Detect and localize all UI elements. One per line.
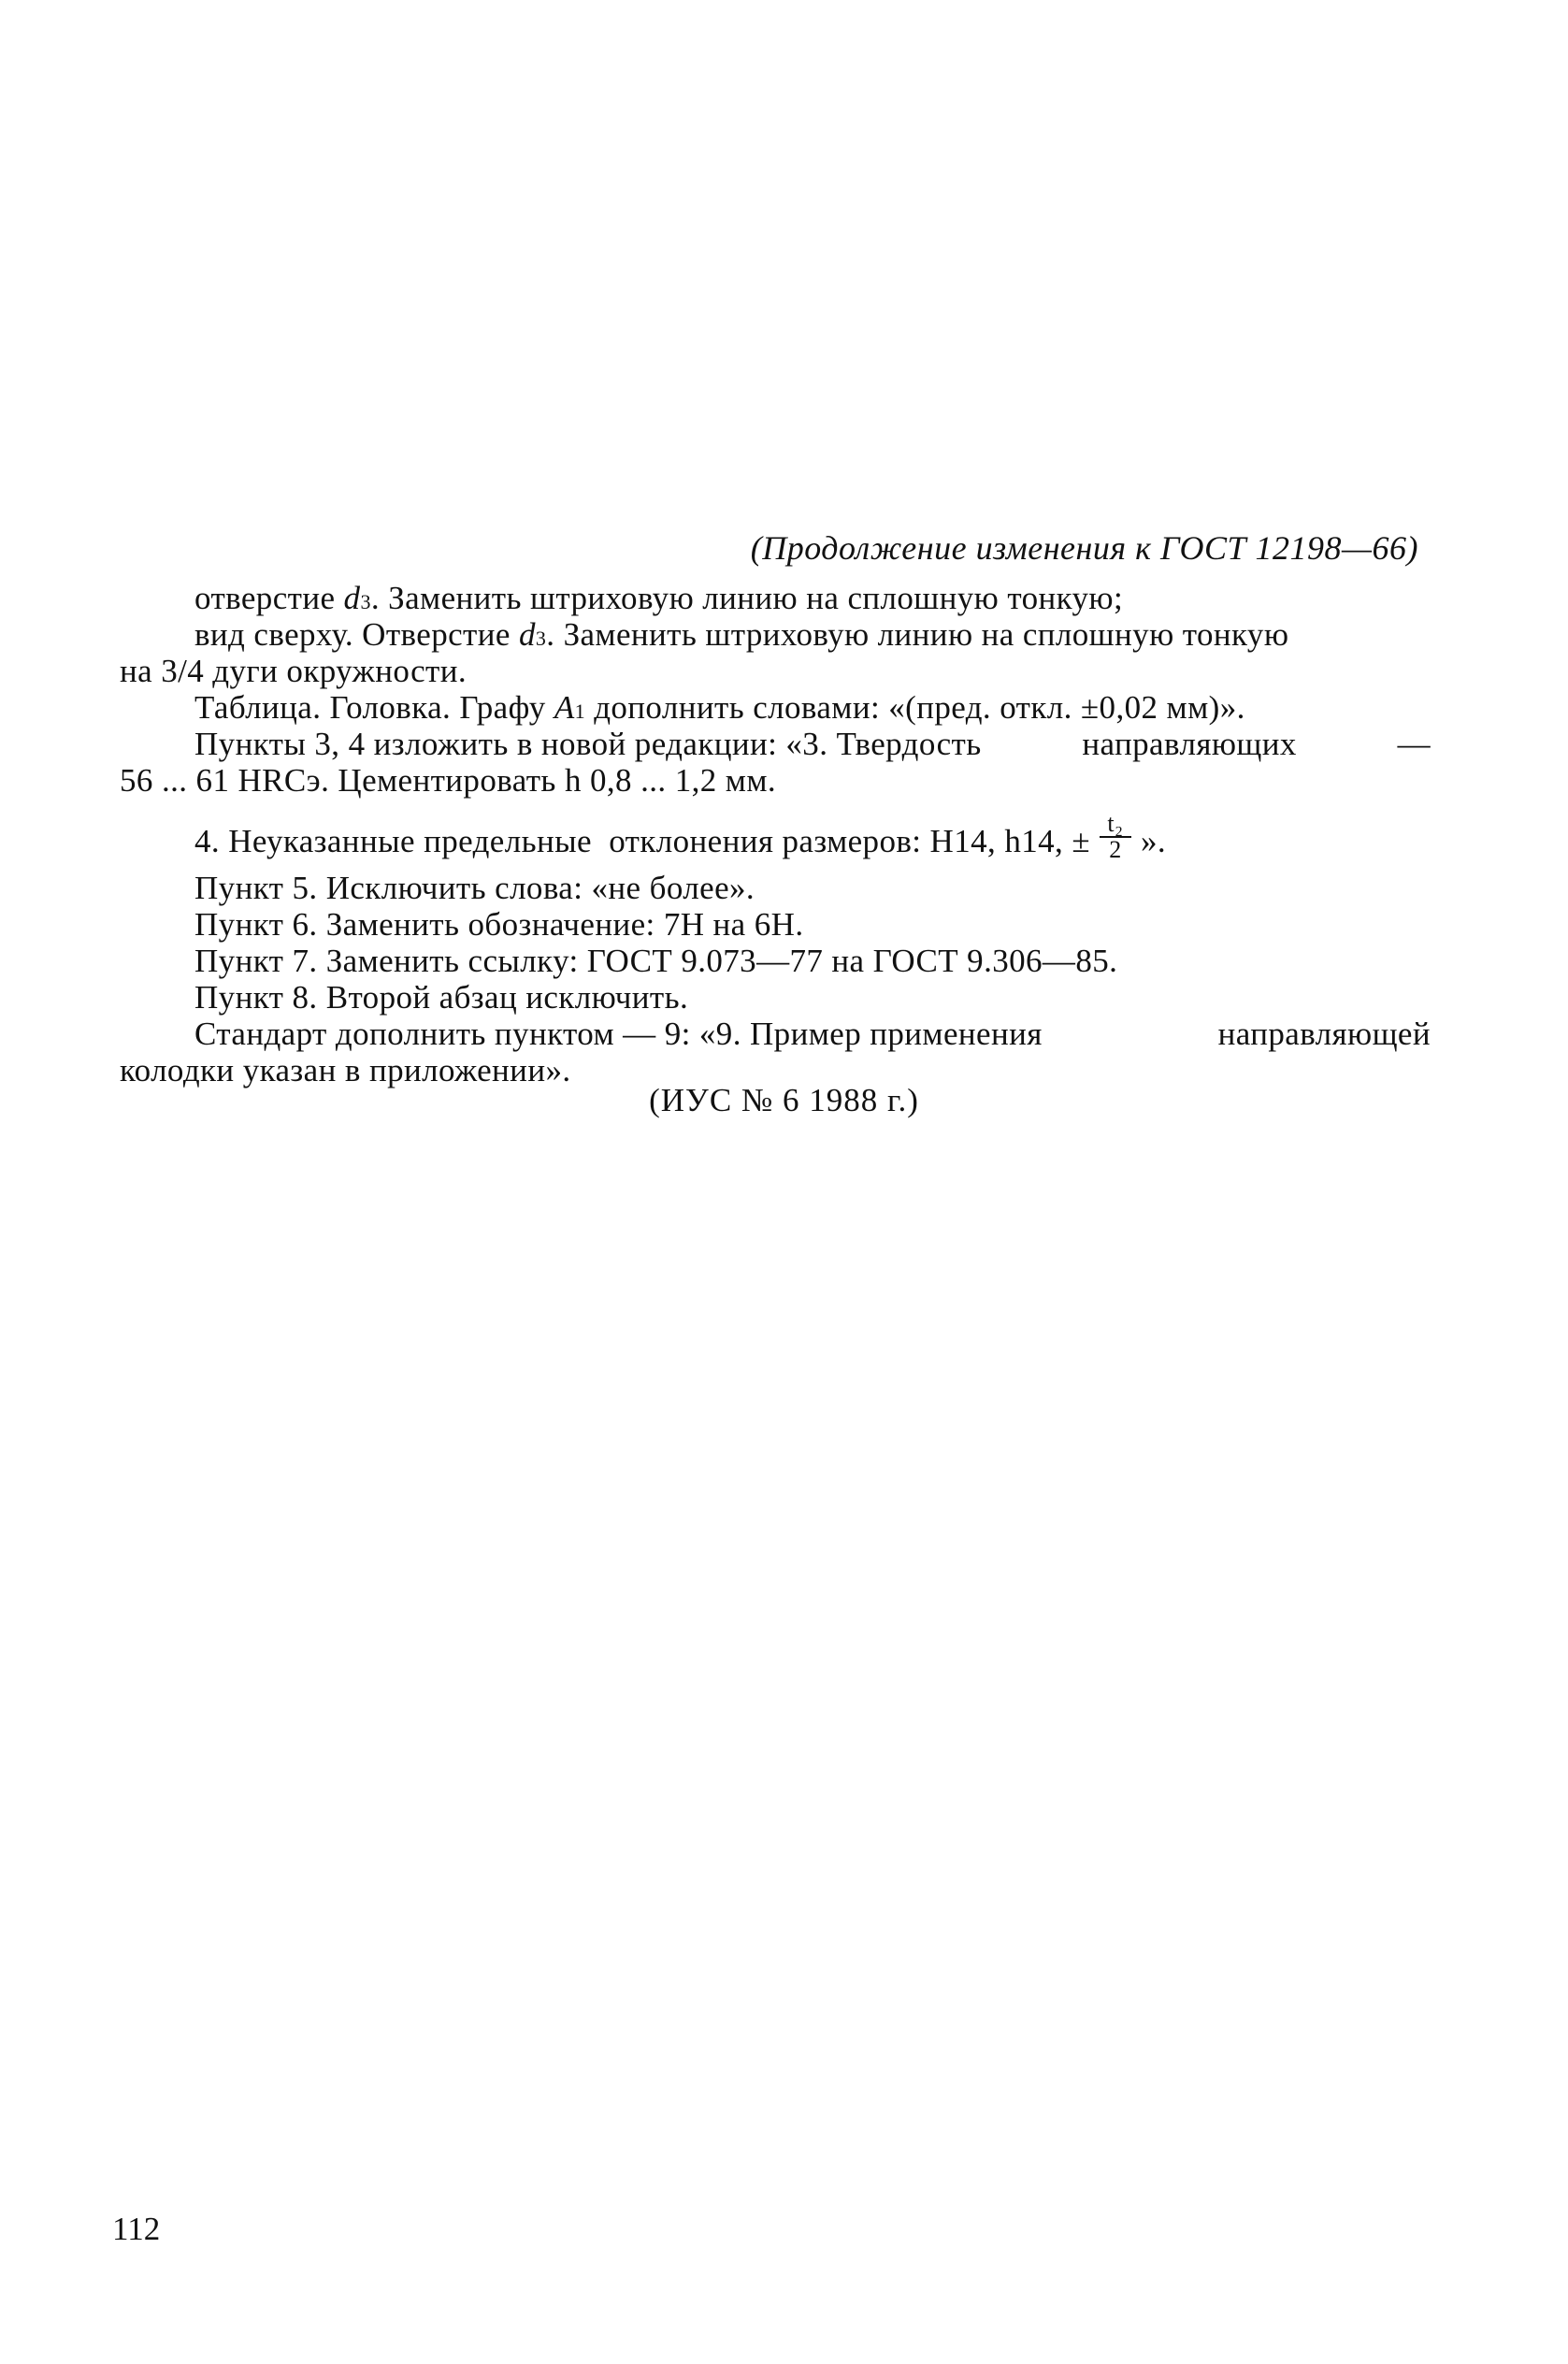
text-span: дополнить словами: «(пред. откл. ±0,02 мм)». — [585, 689, 1245, 726]
page-number: 112 — [112, 2211, 161, 2247]
text-line-11 — [120, 979, 1431, 1016]
text-span: направляющей — [1217, 1016, 1431, 1052]
fraction — [1100, 812, 1131, 862]
variable-d: d — [343, 580, 361, 616]
text-line-8 — [120, 870, 1431, 906]
subscript: 1 — [574, 699, 586, 723]
continuation-header: (Продолжение изменения к ГОСТ 12198—66) — [750, 529, 1418, 567]
text-span: Пункты 3, 4 изложить в новой редакции: «3. Твердость — [194, 726, 982, 762]
fraction-numerator: t₂ — [1107, 810, 1124, 837]
text-line-2 — [120, 616, 1431, 653]
variable-a: A — [554, 689, 575, 726]
variable-d: d — [518, 616, 536, 653]
amendment-text — [120, 580, 1431, 1088]
fraction-denominator: 2 — [1109, 836, 1122, 863]
publication-reference: (ИУС № 6 1988 г.) — [649, 1082, 919, 1118]
text-line-7 — [120, 812, 1431, 870]
text-line-10 — [120, 943, 1431, 979]
text-span: отверстие — [194, 580, 344, 616]
text-span: на 3/4 дуги окружности. — [120, 653, 468, 689]
text-line-1 — [120, 580, 1431, 616]
subscript: 3 — [535, 627, 547, 650]
text-span: Стандарт дополнить пунктом — 9: «9. Пример применения — [194, 1016, 1043, 1052]
text-span: колодки указан в приложении». — [120, 1052, 571, 1088]
text-span: направляющих — [1082, 726, 1297, 762]
text-line-12 — [120, 1016, 1431, 1052]
text-span: . Заменить штриховую линию на сплошную тонкую; — [370, 580, 1124, 616]
subscript: 3 — [360, 590, 371, 613]
text-span: Пункт 5. Исключить слова: «не более». — [194, 870, 755, 906]
text-span: вид сверху. Отверстие — [194, 616, 519, 653]
text-span: Таблица. Головка. Графу — [194, 689, 554, 726]
text-span: Пункт 6. Заменить обозначение: 7H на 6H. — [194, 906, 804, 943]
text-line-9 — [120, 906, 1431, 943]
text-span: ». — [1140, 822, 1166, 859]
dash: — — [1397, 726, 1431, 762]
text-span: Пункт 7. Заменить ссылку: ГОСТ 9.073—77 на ГОСТ 9.306—85. — [194, 943, 1118, 979]
text-line-4 — [120, 689, 1431, 726]
text-line-6 — [120, 762, 1431, 799]
text-span: Пункт 8. Второй абзац исключить. — [194, 979, 689, 1016]
text-span: 4. Неуказанные предельные отклонения размеров: H14, h14, ± — [194, 822, 1090, 859]
text-span: . Заменить штриховую линию на сплошную тонкую — [546, 616, 1289, 653]
text-span: 56 ... 61 HRCэ. Цементировать h 0,8 ... 1,2 мм. — [120, 762, 777, 799]
text-line-5 — [120, 726, 1431, 762]
text-line-3 — [120, 653, 1431, 689]
